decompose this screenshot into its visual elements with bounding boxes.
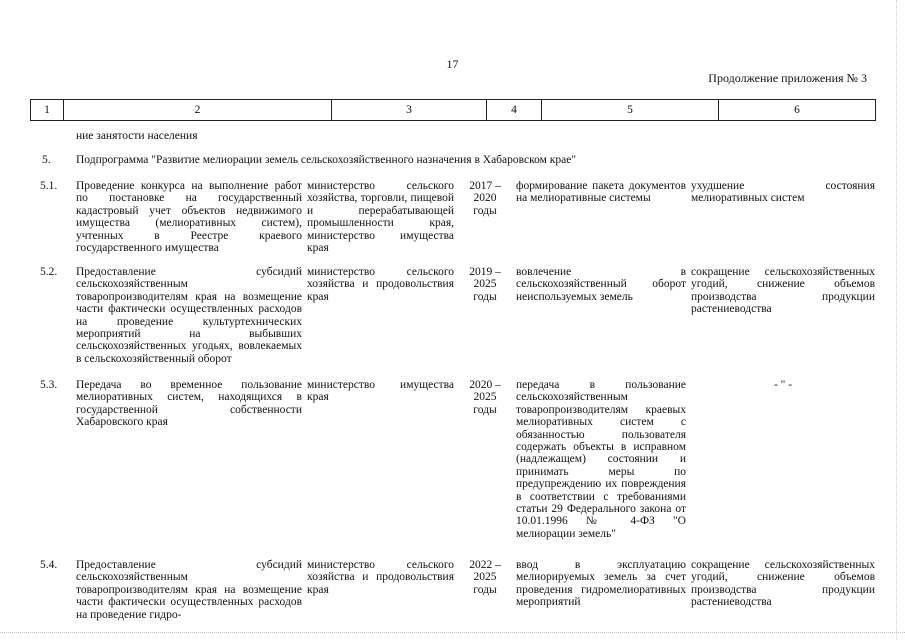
measure-cell: Предоставление субсидий сельскохозяйственным товаропроизводителям края на возмещение части фактически осуществленных расходов на проведение гидро- [76,559,302,621]
subprogram-title: Подпрограмма "Развитие мелиорации земель сельскохозяйственного назначения в Хабаровском крае" [76,154,577,166]
result-cell: ввод в эксплуатацию мелиорируемых земель за счет проведения гидромелиоративных мероприятий [516,559,686,609]
row-number: 5.3. [40,379,58,391]
page-number: 17 [446,57,459,71]
measure-cell: Проведение конкурса на выполнение работ по постановке на государственный кадастровый учет объектов недвижимого имущества (мелиоративных систем), учтенных в Реестре краевого государственного имущества [76,180,302,255]
executor-cell: министерство сельского хозяйства и продовольствия края [307,559,454,596]
executor-cell: министерство сельского хозяйства и продовольствия края [307,266,454,303]
consequences-ditto-cell: - " - [773,379,793,391]
subprogram-number: 5. [42,154,51,166]
header-col-4: 4 [487,100,542,120]
result-cell: вовлечение в сельскохозяйственный оборот неиспользуемых земель [516,266,686,303]
result-cell: формирование пакета документов на мелиоративные системы [516,180,686,205]
measure-cell: Предоставление субсидий сельскохозяйственным товаропроизводителям края на возмещение части фактически осуществленных расходов на проведение культуртехнических мероприятий на выбывших сельскохозяйственных угодьях, вовлекаемых в сельскохозяйственный оборот [76,266,302,365]
header-col-3: 3 [332,100,487,120]
consequences-cell: сокращение сельскохозяйственных угодий, снижение объемов производства продукции растениеводства [691,559,875,609]
period-cell: 2022 – 2025 годы [469,559,501,596]
consequences-cell: сокращение сельскохозяйственных угодий, снижение объемов производства продукции растениеводства [691,266,875,316]
intro-text: ние занятости населения [76,130,198,142]
header-col-2: 2 [64,100,332,120]
executor-cell: министерство сельского хозяйства, торговли, пищевой и перерабатывающей промышленности края, министерство имущества края [307,180,454,255]
consequences-cell: ухудшение состояния мелиоративных систем [691,180,875,205]
row-number: 5.4. [40,559,58,571]
header-col-5: 5 [542,100,719,120]
period-cell: 2020 – 2025 годы [469,379,501,416]
table-header-row [30,99,876,121]
appendix-continuation-note: Продолжение приложения № 3 [708,71,867,85]
period-cell: 2019 – 2025 годы [469,266,501,303]
period-cell: 2017 – 2020 годы [469,180,501,217]
header-col-1: 1 [31,100,64,120]
scan-edge-bottom [0,632,905,634]
row-number: 5.1. [40,180,58,192]
result-cell: передача в пользование сельскохозяйственным товаропроизводителям краевых мелиоративных систем с обязанностью пользователя содержать объекты в исправном (надлежащем) состоянии и принимать меры по предупреждению их повреждения в соответствии с требованиями статьи 29 Федерального закона от 10.01.1996 № 4-ФЗ "О мелиорации земель" [516,379,686,540]
row-number: 5.2. [40,266,58,278]
executor-cell: министерство имущества края [307,379,454,404]
scan-edge-right [896,0,898,640]
header-col-6: 6 [794,104,800,116]
measure-cell: Передача во временное пользование мелиоративных систем, находящихся в государственной собственности Хабаровского края [76,379,302,429]
